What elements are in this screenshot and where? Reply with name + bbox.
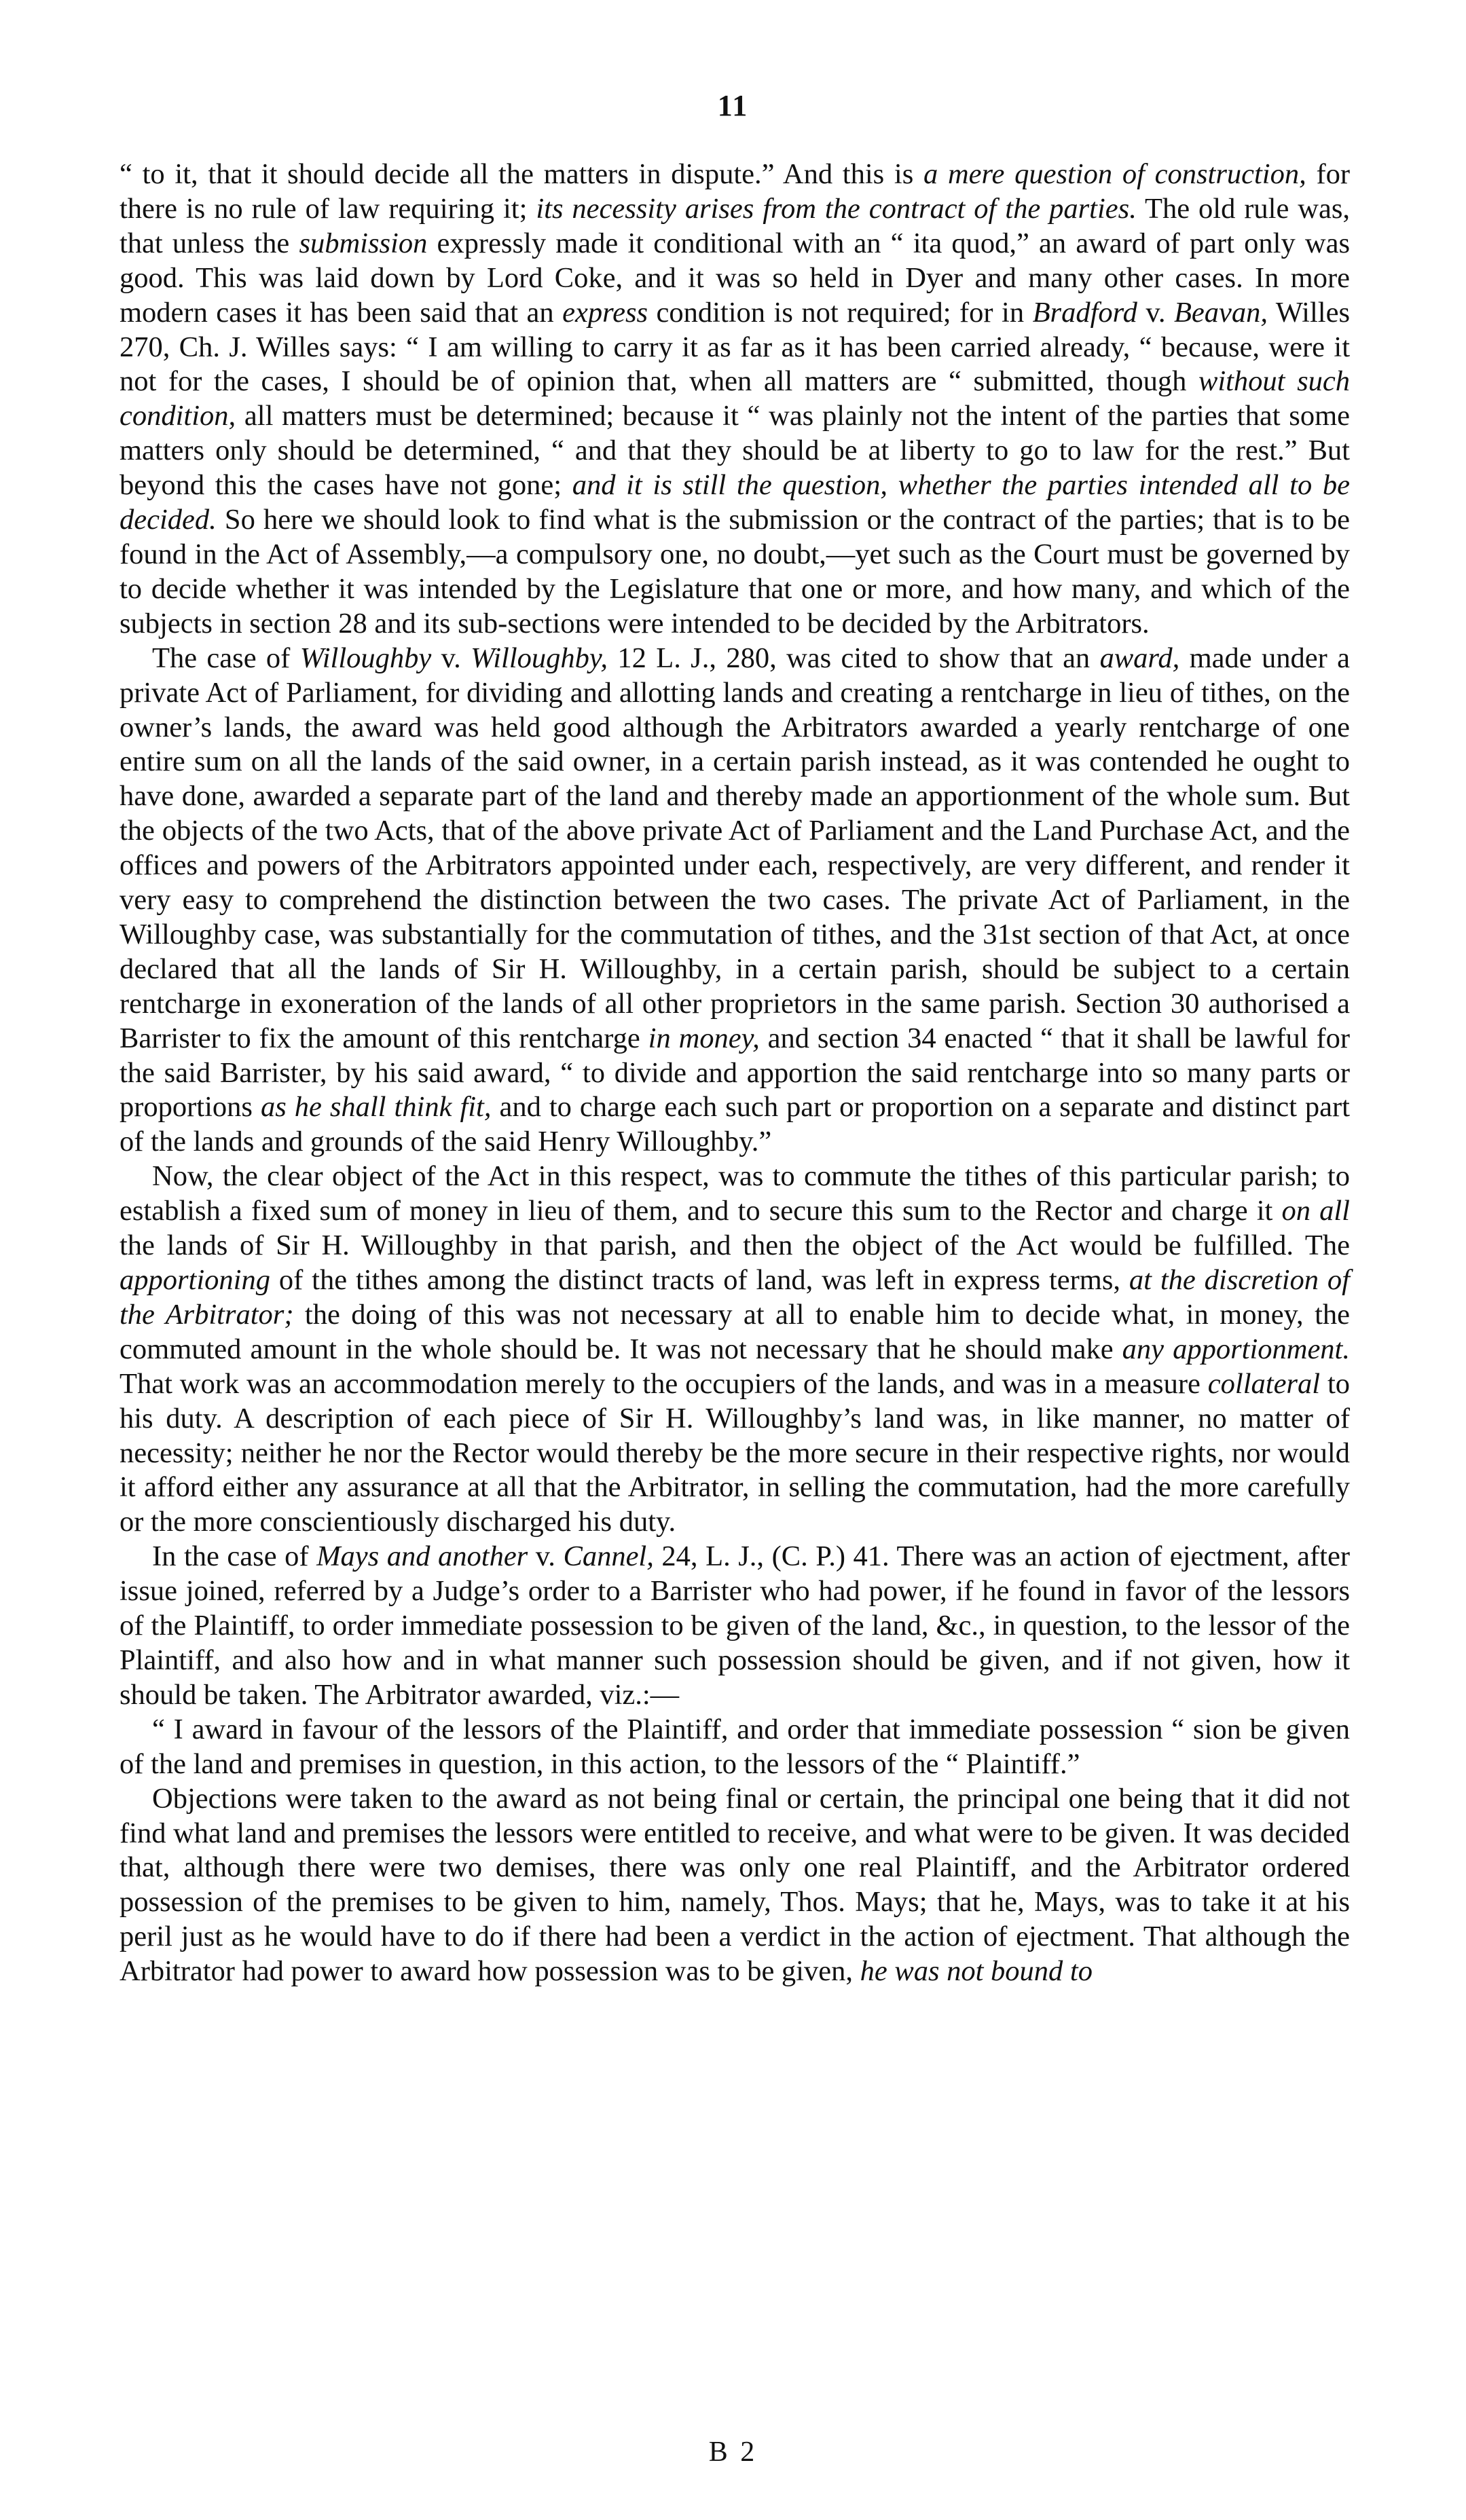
paragraph-mays-case — [120, 1540, 1350, 1713]
italic-run: and it is still the question, whether the parties intended all to be decided. — [120, 469, 1350, 536]
text-run: to his duty. A description of each piece of Sir H. Willoughby’s land was, in like manner, no matter of necessity; neither he nor the Rector would thereby be the more secure in their respective rights, nor would it afford either any assurance at all that the Arbitrator, in selling the commutation, had the more carefully or the more conscientiously discharged his duty. — [120, 1367, 1350, 1538]
italic-run: collateral — [1207, 1367, 1321, 1400]
text-run: So here we should look to find what is the submission or the contract of the parties; that is to be found in the Act of Assembly,—a compulsory one, no doubt,—yet such as the Court must be governed by to decide whether it was intended by the Legislature that one or more, and how many, and which of the subjects in section 28 and its sub-sections were intended to be decided by the Arbitrators. — [120, 504, 1350, 640]
text-run: all matters must be determined; because it “ was plainly not the intent of the parties that some matters only should be determined, “ and that they should be at liberty to go to law for the rest.” But beyond this the cases have not gone; — [120, 400, 1350, 502]
text-run: the doing of this was not necessary at all to enable him to decide what, in money, the commuted amount in the whole should be. It was not necessary that he should make — [120, 1298, 1351, 1365]
italic-run: Willoughby — [299, 642, 432, 674]
italic-run: a mere question of construction, — [923, 158, 1306, 190]
text-run: for there is no rule of law requiring it; — [120, 158, 1350, 225]
paragraph-objections — [120, 1782, 1350, 1989]
page-number: 11 — [717, 89, 749, 122]
italic-run: apportioning — [120, 1264, 270, 1296]
paragraph-willoughby-case — [120, 642, 1350, 1160]
italic-run: in money, — [648, 1022, 760, 1054]
italic-run: as he shall think fit, — [260, 1091, 492, 1124]
signature-mark: B 2 — [708, 2436, 758, 2468]
italic-run: at the discretion of the Arbitrator; — [120, 1264, 1350, 1331]
text-run: “ to it, that it should decide all the matters in dispute.” And this is — [120, 158, 924, 190]
text-run: and to charge each such part or proportion on a separate and distinct part of the lands and grounds of the said Henry Willoughby.” — [120, 1091, 1350, 1158]
text-run: v. — [431, 642, 471, 674]
italic-run: its necessity arises from the contract of the parties. — [536, 192, 1137, 225]
text-run: Objections were taken to the award as not being final or certain, the principal one being that it did not find what land and premises the lessors were entitled to receive, and what were to be given. It was decided that, although there were two demises, there was only one real Plaintiff, and the Arbitrator ordered possession of the premises to be given to him, namely, Thos. Mays; that he, Mays, was to take it at his peril just as he would have to do if there had been a verdict in the action of ejectment. That although the Arbitrator had power to award how possession was to be given, — [120, 1782, 1350, 1988]
text-run: v. — [528, 1540, 564, 1573]
text-run: 24, L. J., (C. P.) 41. There was an action of ejectment, after issue joined, referred by a Judge’s order to a Barrister who had power, if he found in favor of the lessors of the Plaintiff, to order immediate possession to be given of the land, &c., in question, to the lessor of the Plaintiff, and also how and in what manner such possession should be given, and if not given, how it should be taken. The Arbitrator awarded, viz.:— — [120, 1540, 1350, 1711]
italic-run: Beavan, — [1173, 296, 1268, 329]
italic-run: Willoughby, — [471, 642, 608, 674]
italic-run: Bradford — [1032, 296, 1137, 329]
italic-run: he was not bound to — [860, 1955, 1093, 1988]
text-run: “ I award in favour of the lessors of the Plaintiff, and order that immediate possession “ sion be given of the land and premises in question, in this action, to the lessors of the “ Plaintiff.” — [120, 1713, 1350, 1780]
text-run: made under a private Act of Parliament, for dividing and allotting lands and creating a rentcharge in lieu of tithes, on the owner’s lands, the award was held good although the Arbitrators awarded a yearly rentcharge of one entire sum on all the lands of the said owner, in a certain parish instead, as it was contended he ought to have done, awarded a separate part of the land and thereby made an apportionment of the whole sum. But the objects of the two Acts, that of the above private Act of Parliament and the Land Purchase Act, and the offices and powers of the Arbitrators appointed under each, respectively, are very different, and render it very easy to comprehend the distinction between the two cases. The private Act of Parliament, in the Willoughby case, was substantially for the commutation of tithes, and the 31st section of that Act, at once declared that all the lands of Sir H. Willoughby, in a certain parish, should be subject to a certain rentcharge in exoneration of the lands of all other proprietors in the same parish. Section 30 authorised a Barrister to fix the amount of this rentcharge — [120, 642, 1350, 1054]
paragraph-award-quote — [120, 1713, 1350, 1782]
text-run: Now, the clear object of the Act in this respect, was to commute the tithes of this particular parish; to establish a fixed sum of money in lieu of them, and to secure this sum to the Rector and charge it — [120, 1160, 1350, 1227]
italic-run: award, — [1099, 642, 1180, 674]
text-run: In the case of — [152, 1540, 317, 1573]
italic-run: any apportionment. — [1122, 1333, 1350, 1365]
text-run: The old rule was, that unless the — [120, 192, 1350, 259]
text-run: condition is not required; for in — [648, 296, 1033, 329]
text-run: of the tithes among the distinct tracts of land, was left in express terms, — [270, 1264, 1129, 1296]
text-run: and section 34 enacted “ that it shall be lawful for the said Barrister, by his said award, “ to divide and apportion the said rentcharge into so many parts or proportions — [120, 1022, 1350, 1124]
paragraph-clear-object — [120, 1160, 1350, 1540]
text-run: Willes 270, Ch. J. Willes says: “ I am willing to carry it as far as it has been carried already, “ because, were it not for the cases, I should be of opinion that, when all matters are “ submitted, though — [120, 296, 1350, 398]
text-run: expressly made it conditional with an “ ita quod,” an award of part only was good. This was laid down by Lord Coke, and it was so held in Dyer and many other cases. In more modern cases it has been said that an — [120, 227, 1350, 329]
italic-run: submission — [299, 227, 428, 259]
italic-run: Mays and another — [316, 1540, 528, 1573]
italic-run: without such condition, — [120, 365, 1350, 432]
paragraph-opening-continuation — [120, 158, 1350, 642]
text-run: That work was an accommodation merely to the occupiers of the lands, and was in a measure — [120, 1367, 1208, 1400]
italic-run: express — [562, 296, 648, 329]
text-run: v. — [1137, 296, 1174, 329]
italic-run: on all — [1281, 1195, 1350, 1227]
body-text — [120, 158, 1350, 1989]
text-run: 12 L. J., 280, was cited to show that an — [608, 642, 1100, 674]
italic-run: Cannel, — [563, 1540, 654, 1573]
text-run: The case of — [152, 642, 300, 674]
text-run: the lands of Sir H. Willoughby in that parish, and then the object of the Act would be fulfilled. The — [120, 1229, 1350, 1262]
